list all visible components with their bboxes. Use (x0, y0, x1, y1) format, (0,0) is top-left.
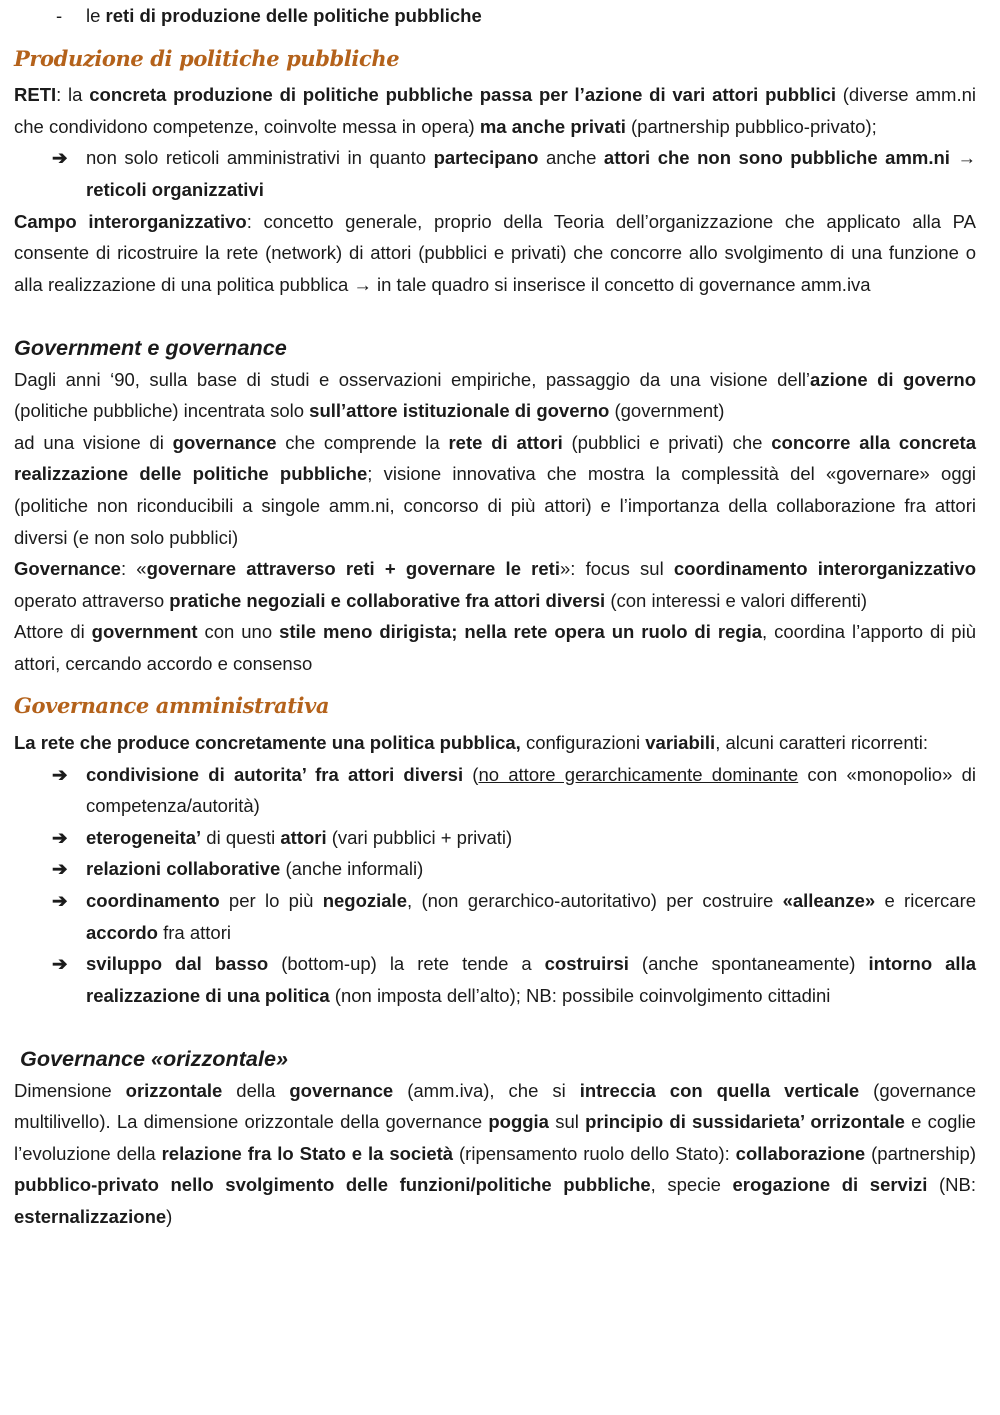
section-heading: Produzione di politiche pubbliche (14, 45, 400, 71)
arrow-icon: ➔ (52, 763, 68, 785)
arrow-list-item: ➔ non solo reticoli amministrativi in quanto partecipano anche attori che non sono pubbliche amm.ni → reticoli organizzativi (14, 142, 976, 205)
paragraph: Attore di government con uno stile meno dirigista; nella rete opera un ruolo di regia, coordina l’apporto di più attori, cercando accordo e consenso (14, 621, 976, 674)
arrow-list-item: ➔ relazioni collaborative (anche informali) (14, 853, 976, 885)
arrow-icon: ➔ (52, 953, 68, 975)
paragraph: Dagli anni ‘90, sulla base di studi e osservazioni empiriche, passaggio da una visione dell’azione di governo (politiche pubbliche) incentrata solo sull’attore istituzionale di governo (government) (14, 368, 976, 422)
arrow-list-item: ➔ condivisione di autorita’ fra attori diversi (no attore gerarchicamente dominante con «monopolio» di competenza/autorità) (14, 759, 976, 822)
paragraph-campo: Campo interorganizzativo: concetto generale, proprio della Teoria dell’organizzazione che applicato alla PA consente di ricostruire la rete (network) di attori (pubblici e privati) che concorre allo svolgimento di una funzione o alla realizzazione di una politica pubblica → in tale quadro si inserisce il concetto di governance amm.iva (14, 210, 976, 295)
subsection-heading: Governance «orizzontale» (20, 1046, 289, 1071)
subsection-heading: Government e governance (14, 334, 287, 360)
arrow-icon: ➔ (52, 826, 68, 848)
arrow-list-item: ➔ sviluppo dal basso (bottom-up) la rete tende a costruirsi (anche spontaneamente) intorno alla realizzazione di una politica (non imposta dell’alto); NB: possibile coinvolgimento cittadini (14, 948, 976, 1011)
paragraph: ad una visione di governance che comprende la rete di attori (pubblici e privati) che concorre alla concreta realizzazione delle politiche pubbliche; visione innovativa che mostra la complessità del «governare» oggi (politiche non riconducibili a singole amm.ni, concorso di più attori) e l’importanza della collaborazione fra attori diversi (e non solo pubblici) (14, 431, 977, 548)
arrow-list-item: ➔ eterogeneita’ di questi attori (vari pubblici + privati) (14, 822, 976, 854)
section-heading: Governance amministrativa (14, 693, 330, 719)
paragraph-reti: RETI: la concreta produzione di politiche pubbliche passa per l’azione di vari attori pubblici (diverse amm.ni che condividono competenze, coinvolte messa in opera) ma anche privati (partnership pubblico-privato); (14, 84, 976, 137)
paragraph: Governance: «governare attraverso reti + governare le reti»: focus sul coordinamento interorganizzativo operato attraverso pratiche negoziali e collaborative fra attori diversi (con interessi e valori differenti) (14, 558, 977, 611)
dash-bullet: - (56, 5, 63, 26)
document-page (14, 0, 976, 1233)
arrow-icon: ➔ (52, 890, 68, 912)
paragraph: Dimensione orizzontale della governance (amm.iva), che si intreccia con quella verticale (governance multilivello). La dimensione orizzontale della governance poggia sul principio di sussidarieta’ orrizontale e coglie l’evoluzione della relazione fra lo Stato e la società (ripensamento ruolo dello Stato): collaborazione (partnership) pubblico-privato nello svolgimento delle funzioni/politiche pubbliche, specie erogazione di servizi (NB: esternalizzazione) (14, 1079, 977, 1227)
arrow-list-item: ➔ coordinamento per lo più negoziale, (non gerarchico-autoritativo) per costruire «alleanze» e ricercare accordo fra attori (14, 885, 976, 948)
arrow-icon: ➔ (52, 147, 68, 169)
list-item: - le reti di produzione delle politiche pubbliche (14, 0, 976, 32)
arrow-icon: ➔ (52, 858, 68, 880)
paragraph: La rete che produce concretamente una politica pubblica, configurazioni variabili, alcuni caratteri ricorrenti: (14, 732, 929, 754)
